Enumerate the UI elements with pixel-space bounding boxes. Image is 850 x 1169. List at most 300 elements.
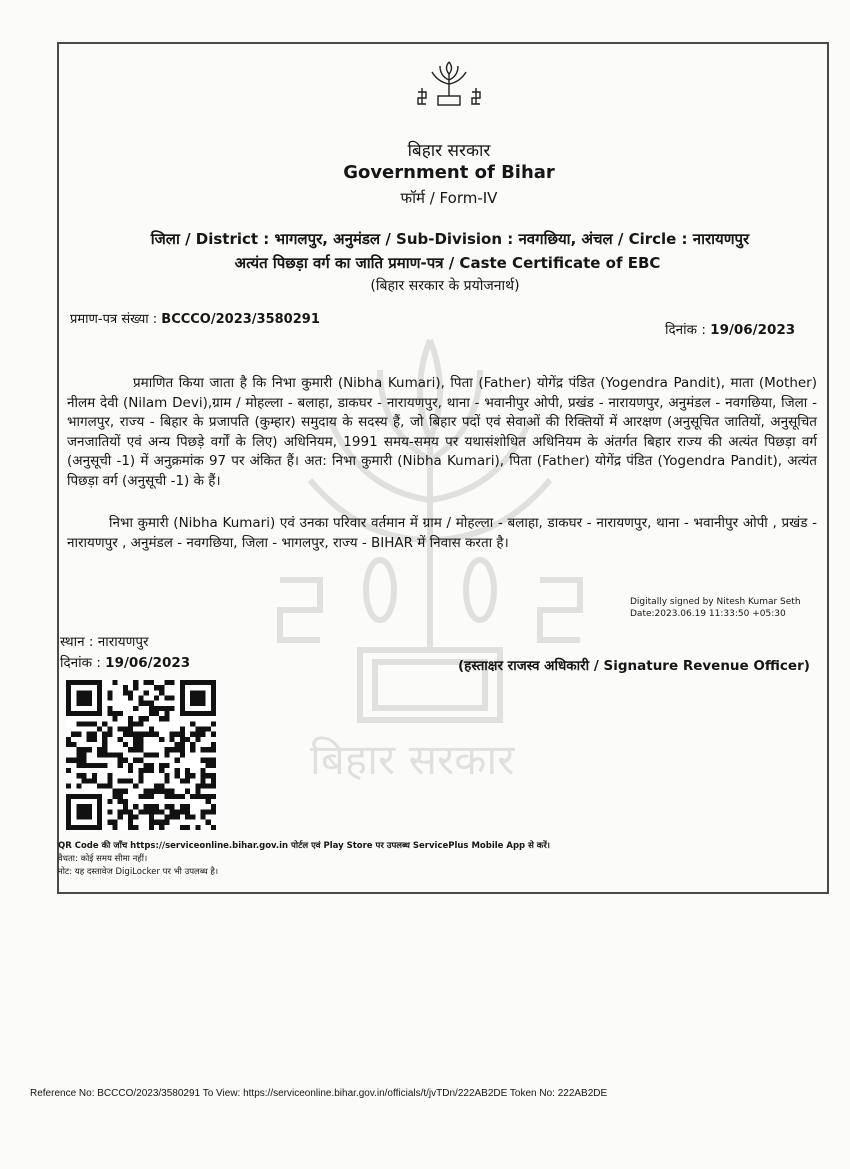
qr-module (138, 701, 143, 706)
qr-module (133, 814, 138, 819)
qr-module (76, 701, 81, 706)
qr-module (133, 732, 138, 737)
qr-module (190, 794, 195, 799)
qr-module (76, 690, 81, 695)
qr-module (76, 747, 81, 752)
qr-module (87, 680, 92, 685)
qr-module (76, 758, 81, 763)
qr-module (87, 747, 92, 752)
qr-module (133, 742, 138, 747)
qr-module (180, 685, 185, 690)
qr-module (180, 825, 185, 830)
qr-module (211, 758, 216, 763)
qr-module (128, 716, 133, 721)
qr-module (190, 696, 195, 701)
qr-module (154, 685, 159, 690)
qr-module (169, 814, 174, 819)
qr-module (164, 763, 169, 768)
qr-module (82, 711, 87, 716)
qr-module (76, 825, 81, 830)
qr-module (76, 696, 81, 701)
qr-module (123, 690, 128, 695)
qr-module (154, 752, 159, 757)
qr-module (190, 732, 195, 737)
qr-module (92, 794, 97, 799)
district-line: जिला / District : भागलपुर, अनुमंडल / Sub-Division : नवगछिया, अंचल / Circle : नारायणपुर (150, 230, 750, 248)
qr-code (66, 680, 216, 830)
qr-module (113, 752, 118, 757)
qr-module (185, 825, 190, 830)
qr-module (144, 794, 149, 799)
qr-module (144, 768, 149, 773)
qr-module (154, 706, 159, 711)
qr-module (138, 696, 143, 701)
qr-module (206, 727, 211, 732)
qr-module (159, 825, 164, 830)
qr-module (66, 799, 71, 804)
qr-module (200, 690, 205, 695)
qr-module (138, 737, 143, 742)
qr-module (66, 794, 71, 799)
qr-module (113, 680, 118, 685)
qr-module (180, 737, 185, 742)
qr-module (211, 804, 216, 809)
qr-module (87, 732, 92, 737)
qr-module (175, 768, 180, 773)
qr-module (175, 742, 180, 747)
qr-module (180, 778, 185, 783)
qr-module (138, 721, 143, 726)
qr-module (71, 680, 76, 685)
qr-module (149, 732, 154, 737)
qr-module (87, 721, 92, 726)
qr-module (180, 747, 185, 752)
qr-module (159, 789, 164, 794)
qr-module (123, 789, 128, 794)
qr-module (200, 680, 205, 685)
qr-module (149, 752, 154, 757)
qr-module (200, 758, 205, 763)
qr-module (118, 758, 123, 763)
qr-module (138, 773, 143, 778)
qr-module (149, 711, 154, 716)
qr-module (76, 794, 81, 799)
qr-module (144, 701, 149, 706)
qr-module (206, 711, 211, 716)
qr-module (159, 820, 164, 825)
qr-module (97, 701, 102, 706)
qr-module (128, 768, 133, 773)
qr-module (123, 685, 128, 690)
digital-signature-date: Date:2023.06.19 11:33:50 +05:30 (630, 609, 786, 619)
certification-text: प्रमाणित किया जाता है कि निभा कुमारी (Nibha Kumari), पिता (Father) योगेंद्र पंडित (Yogendra Pandit), माता (Mother) नीलम देवी (Nilam Devi),ग्राम / मोहल्ला - बलाहा, डाकघर - नारायणपुर, थाना - भवानीपुर ओपी, प्रखंड - नारायणपुर, अनुमंडल - नवगछिया, जिला - भागलपुर, राज्य - बिहार के प्रजापति (कुम्हार) समुदाय के सदस्य हैं, जो बिहार पदों एवं सेवाओं की रिक्तियों में आरक्षण (अनुसूचित जातियों, अनुसूचित जनजातियों एवं अन्य पिछड़े वर्गों के लिए) अधिनियम, 1991 समय-समय पर यथासंशोधित अधिनियम के अंतर्गत बिहार राज्य की अत्यंत पिछड़ा वर्ग (अनुसूची -1) में अनुक्रमांक 97 पर अंकित हैं। अत: निभा कुमारी (Nibha Kumari), पिता (Father) योगेंद्र पंडित (Yogendra Pandit), अत्यंत पिछड़ा वर्ग (अनुसूची -1) के हैं। (67, 375, 817, 489)
qr-module (185, 804, 190, 809)
qr-module (107, 783, 112, 788)
qr-module (71, 742, 76, 747)
qr-module (113, 716, 118, 721)
qr-module (76, 721, 81, 726)
qr-module (87, 825, 92, 830)
qr-module (107, 752, 112, 757)
qr-module (211, 809, 216, 814)
qr-module (113, 825, 118, 830)
qr-module (102, 732, 107, 737)
certification-paragraph (67, 374, 817, 491)
validity-note: वैधता: कोई समय सीमा नहीं। (58, 854, 148, 864)
qr-module (133, 685, 138, 690)
qr-module (113, 820, 118, 825)
qr-module (97, 752, 102, 757)
qr-module (102, 737, 107, 742)
qr-module (66, 820, 71, 825)
qr-module (138, 794, 143, 799)
qr-module (159, 706, 164, 711)
qr-module (159, 685, 164, 690)
qr-module (92, 825, 97, 830)
govt-name-english: Government of Bihar (343, 162, 555, 183)
qr-module (164, 680, 169, 685)
qr-module (159, 783, 164, 788)
qr-module (82, 747, 87, 752)
qr-module (123, 804, 128, 809)
qr-module (195, 789, 200, 794)
qr-module (66, 742, 71, 747)
qr-module (66, 696, 71, 701)
qr-module (200, 778, 205, 783)
qr-module (169, 696, 174, 701)
qr-module (190, 814, 195, 819)
qr-module (200, 732, 205, 737)
qr-module (107, 727, 112, 732)
qr-module (164, 711, 169, 716)
qr-module (107, 778, 112, 783)
qr-module (195, 825, 200, 830)
qr-module (200, 711, 205, 716)
qr-module (92, 732, 97, 737)
qr-module (195, 727, 200, 732)
qr-module (87, 690, 92, 695)
qr-module (195, 690, 200, 695)
certificate-number: BCCCO/2023/3580291 (161, 312, 320, 327)
qr-module (123, 742, 128, 747)
qr-module (180, 690, 185, 695)
qr-module (144, 789, 149, 794)
qr-module (118, 752, 123, 757)
qr-module (206, 680, 211, 685)
qr-module (97, 696, 102, 701)
qr-module (138, 758, 143, 763)
qr-module (185, 768, 190, 773)
qr-module (66, 804, 71, 809)
qr-module (82, 809, 87, 814)
qr-module (107, 773, 112, 778)
qr-module (164, 794, 169, 799)
qr-module (102, 752, 107, 757)
qr-module (200, 701, 205, 706)
qr-module (190, 742, 195, 747)
govt-name-hindi: बिहार सरकार (407, 141, 491, 161)
qr-module (76, 809, 81, 814)
qr-module (211, 794, 216, 799)
qr-module (118, 727, 123, 732)
qr-module (144, 804, 149, 809)
qr-module (149, 820, 154, 825)
qr-module (180, 727, 185, 732)
qr-module (87, 701, 92, 706)
qr-module (175, 809, 180, 814)
certificate-purpose: (बिहार सरकार के प्रयोजनार्थ) (370, 278, 520, 294)
qr-module (195, 680, 200, 685)
qr-module (180, 680, 185, 685)
qr-module (133, 825, 138, 830)
qr-module (118, 814, 123, 819)
qr-module (144, 763, 149, 768)
qr-module (97, 727, 102, 732)
qr-module (175, 773, 180, 778)
qr-module (195, 696, 200, 701)
qr-module (175, 758, 180, 763)
qr-module (71, 794, 76, 799)
qr-module (133, 747, 138, 752)
qr-module (97, 685, 102, 690)
qr-module (154, 789, 159, 794)
qr-module (76, 763, 81, 768)
qr-module (211, 773, 216, 778)
qr-module (169, 737, 174, 742)
qr-module (97, 783, 102, 788)
qr-module (133, 706, 138, 711)
qr-module (190, 721, 195, 726)
qr-module (92, 711, 97, 716)
qr-module (164, 706, 169, 711)
qr-module (164, 716, 169, 721)
qr-module (200, 768, 205, 773)
signature-label: (हस्ताक्षर राजस्व अधिकारी / Signature Revenue Officer) (458, 658, 810, 674)
qr-module (118, 778, 123, 783)
qr-module (87, 696, 92, 701)
qr-module (82, 804, 87, 809)
qr-module (211, 732, 216, 737)
qr-module (107, 706, 112, 711)
qr-module (169, 804, 174, 809)
qr-module (180, 804, 185, 809)
qr-module (211, 711, 216, 716)
qr-module (92, 680, 97, 685)
qr-module (159, 763, 164, 768)
qr-module (149, 763, 154, 768)
digital-signature-name: Digitally signed by Nitesh Kumar Seth (630, 597, 801, 607)
qr-module (211, 701, 216, 706)
qr-module (107, 820, 112, 825)
qr-module (118, 737, 123, 742)
qr-module (164, 778, 169, 783)
qr-module (76, 752, 81, 757)
qr-module (200, 794, 205, 799)
qr-module (211, 778, 216, 783)
qr-module (66, 711, 71, 716)
qr-module (82, 752, 87, 757)
qr-module (87, 737, 92, 742)
qr-module (66, 690, 71, 695)
qr-module (102, 763, 107, 768)
qr-module (195, 701, 200, 706)
qr-module (92, 763, 97, 768)
residence-paragraph (67, 514, 817, 553)
qr-module (102, 783, 107, 788)
qr-module (118, 794, 123, 799)
qr-module (180, 711, 185, 716)
qr-module (66, 809, 71, 814)
qr-module (211, 706, 216, 711)
qr-module (128, 825, 133, 830)
qr-module (159, 690, 164, 695)
qr-module (159, 737, 164, 742)
qr-module (97, 820, 102, 825)
qr-module (138, 768, 143, 773)
qr-module (71, 711, 76, 716)
qr-module (164, 789, 169, 794)
digilocker-note: नोट: यह दस्तावेज DigiLocker पर भी उपलब्ध है। (58, 867, 219, 877)
qr-module (190, 747, 195, 752)
qr-module (144, 809, 149, 814)
qr-module (185, 737, 190, 742)
qr-module (164, 820, 169, 825)
qr-module (82, 794, 87, 799)
qr-module (118, 809, 123, 814)
qr-module (149, 768, 154, 773)
qr-module (159, 809, 164, 814)
qr-module (66, 701, 71, 706)
qr-module (123, 732, 128, 737)
qr-module (195, 711, 200, 716)
qr-module (133, 721, 138, 726)
qr-module (200, 696, 205, 701)
qr-module (180, 732, 185, 737)
qr-module (102, 742, 107, 747)
qr-module (118, 799, 123, 804)
qr-module (154, 711, 159, 716)
qr-module (169, 789, 174, 794)
qr-module (195, 732, 200, 737)
qr-module (180, 809, 185, 814)
qr-module (185, 773, 190, 778)
qr-module (164, 696, 169, 701)
qr-module (154, 804, 159, 809)
qr-module (154, 696, 159, 701)
qr-module (128, 721, 133, 726)
qr-module (211, 680, 216, 685)
qr-module (107, 799, 112, 804)
qr-module (200, 727, 205, 732)
qr-module (128, 814, 133, 819)
qr-module (107, 809, 112, 814)
qr-module (76, 773, 81, 778)
qr-module (92, 737, 97, 742)
qr-module (144, 680, 149, 685)
qr-module (154, 809, 159, 814)
qr-module (144, 732, 149, 737)
form-number: फॉर्म / Form-IV (400, 189, 498, 207)
qr-module (92, 778, 97, 783)
qr-module (102, 747, 107, 752)
qr-module (128, 696, 133, 701)
qr-module (195, 783, 200, 788)
qr-module (66, 814, 71, 819)
qr-module (123, 799, 128, 804)
qr-module (164, 804, 169, 809)
qr-module (138, 716, 143, 721)
qr-module (87, 778, 92, 783)
qr-module (144, 716, 149, 721)
qr-module (190, 690, 195, 695)
qr-module (87, 711, 92, 716)
qr-module (123, 727, 128, 732)
issue-date: 19/06/2023 (710, 322, 796, 338)
qr-module (138, 742, 143, 747)
qr-module (185, 814, 190, 819)
qr-module (97, 763, 102, 768)
qr-module (138, 778, 143, 783)
qr-module (102, 721, 107, 726)
qr-module (66, 706, 71, 711)
qr-module (107, 711, 112, 716)
qr-module (76, 814, 81, 819)
qr-module (118, 763, 123, 768)
qr-module (71, 758, 76, 763)
qr-module (97, 825, 102, 830)
qr-module (76, 804, 81, 809)
qr-module (149, 825, 154, 830)
qr-module (180, 752, 185, 757)
qr-module (164, 773, 169, 778)
qr-module (200, 809, 205, 814)
qr-module (180, 706, 185, 711)
qr-module (82, 778, 87, 783)
qr-module (133, 783, 138, 788)
qr-module (149, 727, 154, 732)
qr-module (118, 789, 123, 794)
qr-module (190, 773, 195, 778)
qr-module (97, 809, 102, 814)
qr-module (82, 680, 87, 685)
qr-module (195, 794, 200, 799)
qr-module (149, 789, 154, 794)
qr-module (87, 814, 92, 819)
qr-module (138, 809, 143, 814)
qr-module (118, 711, 123, 716)
qr-module (180, 701, 185, 706)
qr-module (211, 742, 216, 747)
qr-module (185, 680, 190, 685)
qr-module (175, 747, 180, 752)
bottom-date-label: दिनांक : (60, 655, 101, 671)
qr-module (82, 773, 87, 778)
qr-module (113, 789, 118, 794)
qr-module (149, 706, 154, 711)
bottom-date: 19/06/2023 (105, 655, 191, 671)
certificate-number-row (70, 309, 320, 327)
qr-module (128, 763, 133, 768)
qr-module (107, 732, 112, 737)
qr-module (138, 747, 143, 752)
qr-module (97, 794, 102, 799)
qr-module (138, 732, 143, 737)
qr-module (211, 783, 216, 788)
qr-module (206, 783, 211, 788)
qr-module (87, 794, 92, 799)
qr-module (128, 727, 133, 732)
qr-module (154, 820, 159, 825)
